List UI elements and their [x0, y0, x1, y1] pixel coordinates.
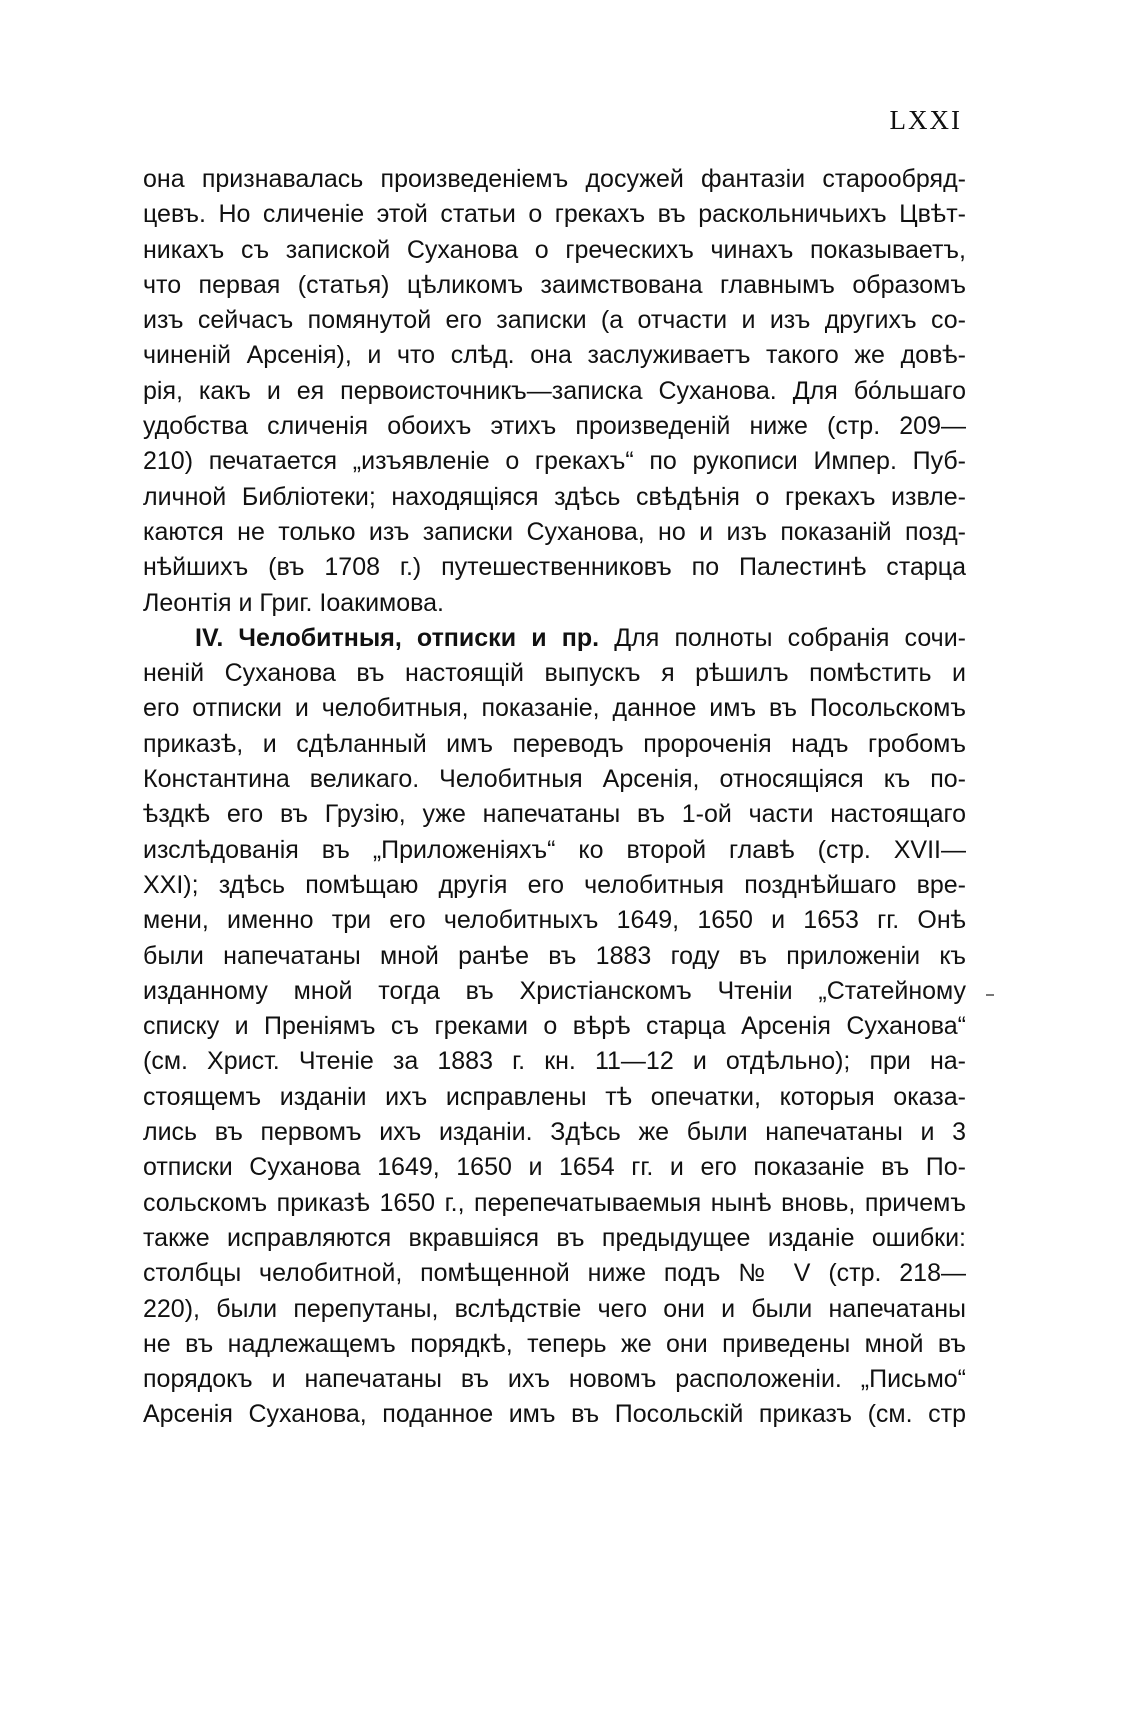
paragraph-2: [143, 621, 966, 1433]
text-line: Константина великаго. Челобитныя Арсенія, относящіяся къ по-: [143, 765, 966, 794]
text-line: Леонтія и Григ. Іоакимова.: [143, 588, 444, 617]
text-line: порядокъ и напечатаны въ ихъ новомъ расположеніи. „Письмо“: [143, 1365, 966, 1394]
text-line: что первая (статья) цѣликомъ заимствована главнымъ образомъ: [143, 270, 966, 299]
text-line: изслѣдованія въ „Приложеніяхъ“ ко второй главѣ (стр. XVII—: [143, 835, 966, 864]
text-line: стоящемъ изданіи ихъ исправлены тѣ опечатки, которыя оказа-: [143, 1082, 966, 1111]
text-line: (см. Христ. Чтеніе за 1883 г. кн. 11—12 и отдѣльно); при на-: [143, 1047, 966, 1076]
text-line: мени, именно три его челобитныхъ 1649, 1650 и 1653 гг. Онѣ: [143, 906, 966, 935]
text-line: 210) печатается „изъявленіе о грекахъ“ по рукописи Импер. Пуб-: [143, 447, 966, 476]
text-line: Арсенія Суханова, поданное имъ въ Посольскій приказъ (см. стр: [143, 1400, 966, 1429]
text-line: также исправляются вкравшіяся въ предыдущее изданіе ошибки:: [143, 1223, 966, 1252]
text-line: списку и Преніямъ съ греками о вѣрѣ старца Арсенія Суханова“: [143, 1012, 966, 1041]
text-line: приказѣ, и сдѣланный имъ переводъ пророченія надъ гробомъ: [143, 729, 966, 758]
text-line: рія, какъ и ея первоисточникъ—записка Суханова. Для бо́льшаго: [143, 376, 966, 405]
text-line: никахъ съ запиской Суханова о греческихъ чинахъ показываетъ,: [143, 235, 966, 264]
text-line: не въ надлежащемъ порядкѣ, теперь же они приведены мной въ: [143, 1329, 966, 1358]
text-line: были напечатаны мной ранѣе въ 1883 году въ приложеніи къ: [143, 941, 966, 970]
paragraph-1: [143, 162, 966, 621]
text-line: сольскомъ приказѣ 1650 г., перепечатываемыя нынѣ вновь, причемъ: [143, 1188, 966, 1217]
text-line: ѣздкѣ его въ Грузію, уже напечатаны въ 1-ой части настоящаго: [143, 800, 966, 829]
text-line: чиненій Арсенія), и что слѣд. она заслуживаетъ такого же довѣ-: [143, 341, 966, 370]
text-line: цевъ. Но сличеніе этой статьи о грекахъ въ раскольничьихъ Цвѣт-: [143, 200, 966, 229]
section-heading: IV. Челобитныя, отписки и пр.: [195, 623, 600, 652]
text-line: изданному мной тогда въ Христіанскомъ Чтеніи „Статейному: [143, 976, 966, 1005]
text-line: XXI); здѣсь помѣщаю другія его челобитныя позднѣйшаго вре-: [143, 870, 966, 899]
text-line: личной Библіотеки; находящіяся здѣсь свѣдѣнія о грекахъ извле-: [143, 482, 966, 511]
text-run: Для полноты собранія сочи-: [614, 623, 966, 652]
paragraph-first-line: [143, 621, 966, 656]
text-line: лись въ первомъ ихъ изданіи. Здѣсь же были напечатаны и 3: [143, 1118, 966, 1147]
page-number: LXXI: [889, 105, 962, 135]
text-line: удобства сличенія обоихъ этихъ произведеній ниже (стр. 209—: [143, 412, 966, 441]
body-text: [143, 162, 966, 1433]
text-line: 220), были перепутаны, вслѣдствіе чего они и были напечатаны: [143, 1294, 966, 1323]
text-line: неній Суханова въ настоящій выпускъ я рѣшилъ помѣстить и: [143, 659, 966, 688]
text-line: его отписки и челобитныя, показаніе, данное имъ въ Посольскомъ: [143, 694, 966, 723]
text-line: она признавалась произведеніемъ досужей фантазіи старообряд-: [143, 165, 966, 193]
text-line: столбцы челобитной, помѣщенной ниже подъ № V (стр. 218—: [143, 1259, 966, 1288]
text-line: каются не только изъ записки Суханова, но и изъ показаній позд-: [143, 517, 966, 546]
text-line: нѣйшихъ (въ 1708 г.) путешественниковъ по Палестинѣ старца: [143, 553, 966, 582]
text-line: изъ сейчасъ помянутой его записки (а отчасти и изъ другихъ со-: [143, 306, 966, 335]
margin-mark: [986, 994, 994, 996]
text-line: отписки Суханова 1649, 1650 и 1654 гг. и его показаніе въ По-: [143, 1153, 966, 1182]
